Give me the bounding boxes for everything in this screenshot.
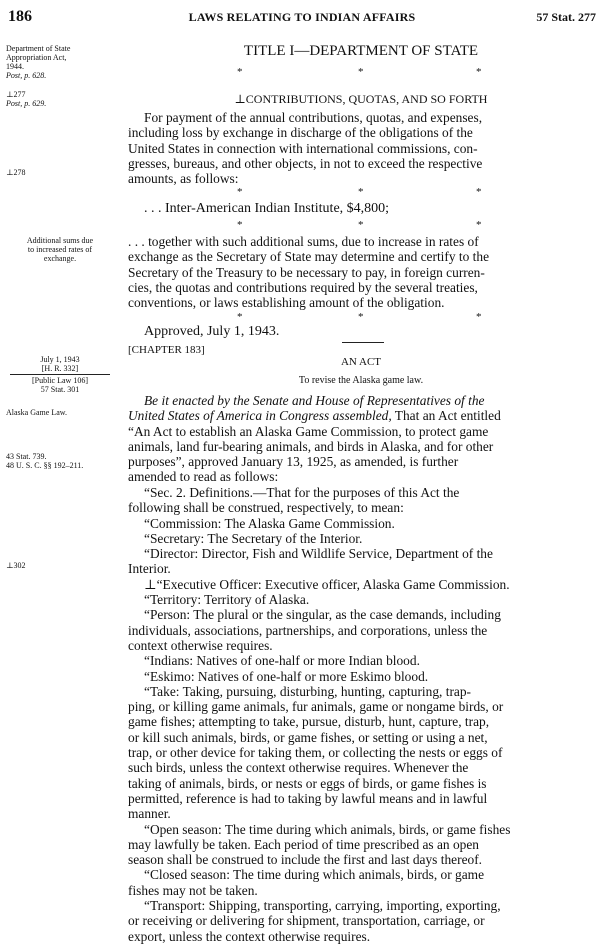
star: * [237, 66, 243, 78]
text-line: exchange as the Secretary of State may determine and certify to the [128, 249, 490, 265]
text-line: “Closed season: The time during which animals, birds, or game [144, 867, 485, 883]
heading-line: ⊥CONTRIBUTIONS, QUOTAS, AND SO FORTH [234, 92, 488, 106]
text-line: season shall be construed to include the first and last days thereof. [128, 852, 483, 868]
text-line: animals, land fur-bearing animals, and birds in Alaska, and for other [128, 438, 494, 454]
title-line: TITLE I—DEPARTMENT OF STATE [243, 43, 479, 59]
margin-note-dept-state [6, 44, 114, 80]
star: * [237, 311, 243, 323]
text-line: cies, the quotas and contributions required by the several treaties, [128, 279, 478, 295]
text-line: Approved, July 1, 1943. [144, 324, 280, 339]
margin-line: Post, p. 629. [6, 99, 47, 108]
page-number: 186 [8, 8, 32, 25]
text-line: ping, or killing game animals, fur animals, game or nongame birds, or [128, 699, 504, 715]
text-line: taking of animals, birds, or nests or eggs of birds, or game fishes is [128, 775, 487, 791]
margin-note-alaska-game-law: Alaska Game Law. [6, 408, 68, 417]
margin-line: 43 Stat. 739. [6, 452, 47, 461]
text-line: “Director: Director, Fish and Wildlife Service, Department of the [144, 546, 493, 562]
margin-note-statutes [6, 452, 114, 470]
text-line: That an Act entitled [391, 408, 501, 424]
margin-line: Additional sums due [26, 236, 94, 245]
enacting-clause [128, 393, 594, 485]
text-line: permitted, reference is had to taking by lawful means and in lawful [128, 790, 488, 806]
text-line: . . . together with such additional sums, due to increase in rates of [128, 234, 479, 249]
text-line: For payment of the annual contributions, quotas, and expenses, [144, 110, 483, 125]
margin-line: [Public Law 106] [32, 376, 88, 385]
text-line: “Take: Taking, pursuing, disturbing, hunting, capturing, trap- [144, 683, 472, 699]
star: * [476, 311, 482, 323]
margin-rule [10, 374, 110, 375]
text-line: [CHAPTER 183] [128, 344, 205, 356]
margin-note-date [6, 355, 114, 373]
star: * [237, 219, 243, 231]
text-line: “Open season: The time during which animals, birds, or game fishes [144, 821, 511, 837]
ellipsis-stars [128, 186, 594, 198]
paragraph-contributions [128, 110, 594, 186]
text-line: export, unless the context otherwise requires. [128, 928, 371, 944]
margin-line: 48 U. S. C. §§ 192–211. [6, 461, 84, 470]
star: * [237, 186, 243, 198]
margin-note-277 [6, 90, 114, 108]
paragraph-additional-sums [128, 234, 594, 310]
text-line: manner. [128, 806, 171, 822]
text-line: individuals, associations, partnerships, and corporations, unless the [128, 622, 488, 638]
margin-line: ⊥277 [6, 90, 26, 99]
text-line: Interior. [128, 561, 171, 577]
star: * [476, 186, 482, 198]
text-line: may lawfully be taken. Each period of time prescribed as an open [128, 836, 480, 852]
ellipsis-stars [128, 219, 594, 231]
text-line: trap, or other device for taking them, or collecting the nests or eggs of [128, 745, 503, 761]
inter-american-line [128, 201, 594, 216]
text-line: or kill such animals, birds, or game fishes, or setting or using a net, [128, 729, 488, 745]
text-line: “Commission: The Alaska Game Commission. [144, 515, 395, 531]
star: * [358, 311, 364, 323]
text-line: “Eskimo: Natives of one-half or more Eskimo blood. [144, 668, 429, 684]
text-line: ⊥“Executive Officer: Executive officer, Alaska Game Commission. [144, 576, 510, 592]
text-line: fishes may not be taken. [128, 882, 258, 898]
margin-note-additional-sums [6, 236, 114, 263]
margin-line: to increased rates of [27, 245, 93, 254]
text-line: “An Act to establish an Alaska Game Commission, to protect game [128, 423, 489, 439]
text-line: amounts, as follows: [128, 171, 239, 187]
act-description [128, 373, 594, 388]
text-line-italic: United States of America in Congress assembled, [128, 408, 392, 424]
running-title: LAWS RELATING TO INDIAN AFFAIRS [188, 10, 416, 24]
text-line-italic: Be it enacted by the Senate and House of Representatives of the [144, 393, 485, 408]
text-line: Secretary of the Treasury to be necessary to pay, in foreign curren- [128, 264, 485, 280]
star: * [358, 186, 364, 198]
text-line: “Transport: Shipping, transporting, carrying, importing, exporting, [144, 898, 501, 914]
text-line: “Person: The plural or the singular, as the case demands, including [144, 607, 501, 623]
title-dept-state [128, 44, 594, 59]
text-line: or receiving or delivering for shipment, transportation, carriage, or [128, 913, 485, 929]
text-line: conventions, or laws establishing amount of the obligation. [128, 295, 445, 311]
margin-line: [H. R. 332] [41, 364, 79, 373]
star: * [358, 66, 364, 78]
text-line: To revise the Alaska game law. [298, 375, 424, 386]
margin-line: Department of State [6, 44, 71, 53]
margin-line: exchange. [43, 254, 77, 263]
text-line: game fishes; attempting to take, pursue, disturb, hunt, capture, trap, [128, 714, 490, 730]
text-line: following shall be construed, respectively, to mean: [128, 500, 404, 516]
margin-line: Appropriation Act, [6, 53, 67, 62]
margin-line: 1944. [6, 62, 24, 71]
star: * [476, 219, 482, 231]
text-line: AN ACT [340, 356, 382, 368]
text-line: United States in connection with international commissions, con- [128, 140, 478, 156]
text-line: purposes”, approved January 13, 1925, as amended, is further [128, 454, 459, 470]
star: * [476, 66, 482, 78]
margin-line: 57 Stat. 301 [40, 385, 80, 394]
text-line: “Secretary: The Secretary of the Interior. [144, 530, 363, 546]
text-line: “Territory: Territory of Alaska. [144, 592, 310, 608]
text-line: context otherwise requires. [128, 637, 273, 653]
text-line: such birds, unless the context otherwise requires. Whenever the [128, 760, 469, 776]
margin-note-public-law [6, 376, 114, 394]
text-line: including loss by exchange in discharge of the obligations of the [128, 125, 473, 141]
margin-line: Post, p. 628. [6, 71, 47, 80]
star: * [358, 219, 364, 231]
text-line: gresses, bureaus, and other objects, in not to exceed the respective [128, 155, 483, 171]
margin-note-302: ⊥302 [6, 561, 26, 570]
text-line: . . . Inter-American Indian Institute, $4,800; [144, 201, 390, 216]
ellipsis-stars [128, 66, 594, 78]
ellipsis-stars [128, 311, 594, 323]
an-act-heading [128, 355, 594, 370]
text-line: amended to read as follows: [128, 469, 279, 485]
margin-line: July 1, 1943 [40, 355, 80, 364]
margin-note-278: ⊥278 [6, 168, 26, 177]
statute-reference: 57 Stat. 277 [536, 10, 596, 24]
text-line: “Indians: Natives of one-half or more Indian blood. [144, 653, 420, 669]
contributions-heading [128, 92, 594, 107]
approved-line [128, 324, 594, 339]
page-header [8, 8, 596, 30]
text-line: “Sec. 2. Definitions.—That for the purposes of this Act the [144, 485, 460, 500]
definitions-section [128, 485, 594, 944]
